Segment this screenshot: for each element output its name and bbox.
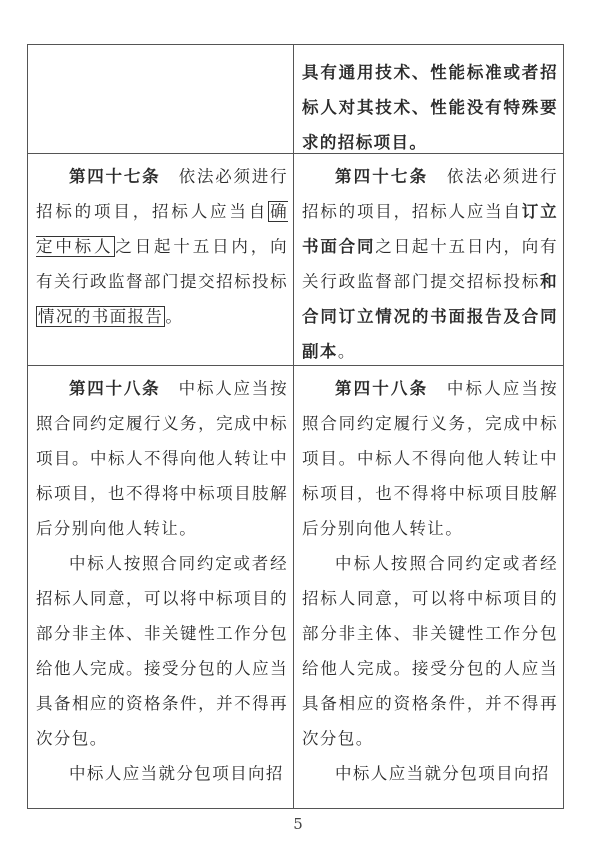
art48-left-title: 第四十八条 bbox=[69, 379, 161, 398]
art48-right-p1 bbox=[302, 371, 558, 546]
art48-left-p1-text: 中标人应当按照合同约定履行义务，完成中标项目。中标人不得向他人转让中标项目，也不得将中标项目肢解后分别向他人转让。 bbox=[36, 379, 288, 538]
art47-right-paragraph bbox=[302, 159, 558, 369]
art47-right-text2: 之日起十五日内，向有关行政监督部门提交招标投标 bbox=[302, 237, 558, 291]
art47-left-text2: 之日起十五日内，向有关行政监督部门提交招标投标 bbox=[36, 237, 288, 291]
art47-right-cell bbox=[302, 159, 558, 369]
art48-right-p3: 中标人应当就分包项目向招 bbox=[335, 764, 550, 783]
art48-right-cell bbox=[302, 371, 558, 791]
art47-left-boxed-term2: 情况的书面报告 bbox=[38, 307, 164, 326]
comparison-table bbox=[27, 44, 564, 809]
art47-left-boxed-term1: 确定中标人 bbox=[36, 202, 288, 256]
art47-right-text3: 。 bbox=[337, 342, 356, 361]
art48-right-p1-text: 中标人应当按照合同约定履行义务，完成中标项目。中标人不得向他人转让中标项目，也不得将中标项目肢解后分别向他人转让。 bbox=[302, 379, 559, 538]
page-number: 5 bbox=[293, 815, 303, 833]
art47-left-cell bbox=[36, 159, 288, 334]
art47-right-bold-term1: 订立书面合同 bbox=[302, 202, 558, 256]
art48-right-title: 第四十八条 bbox=[335, 379, 429, 398]
art48-left-p3: 中标人应当就分包项目向招 bbox=[69, 764, 284, 783]
art47-left-text3: 。 bbox=[165, 307, 184, 326]
art47-left-title: 第四十七条 bbox=[69, 167, 161, 186]
art47-left-text1: 依法必须进行招标的项目，招标人应当自 bbox=[36, 167, 288, 221]
art48-left-p1 bbox=[36, 371, 288, 546]
art48-left-p2: 中标人按照合同约定或者经招标人同意，可以将中标项目的部分非主体、非关键性工作分包给他人完成。接受分包的人应当具备相应的资格条件，并不得再次分包。 bbox=[36, 554, 288, 748]
art48-right-p2: 中标人按照合同约定或者经招标人同意，可以将中标项目的部分非主体、非关键性工作分包给他人完成。接受分包的人应当具备相应的资格条件，并不得再次分包。 bbox=[302, 554, 558, 748]
row1-right-cell bbox=[302, 55, 558, 160]
column-divider bbox=[293, 45, 294, 808]
continuation-text: 具有通用技术、性能标准或者招标人对其技术、性能没有特殊要求的招标项目。 bbox=[302, 63, 558, 152]
art47-right-title: 第四十七条 bbox=[335, 167, 429, 186]
art47-right-text1: 依法必须进行招标的项目，招标人应当自 bbox=[302, 167, 559, 221]
art48-left-cell bbox=[36, 371, 288, 791]
art47-right-bold-term2: 和合同订立情况的书面报告及合同副本 bbox=[302, 272, 558, 361]
art47-left-paragraph bbox=[36, 159, 288, 334]
